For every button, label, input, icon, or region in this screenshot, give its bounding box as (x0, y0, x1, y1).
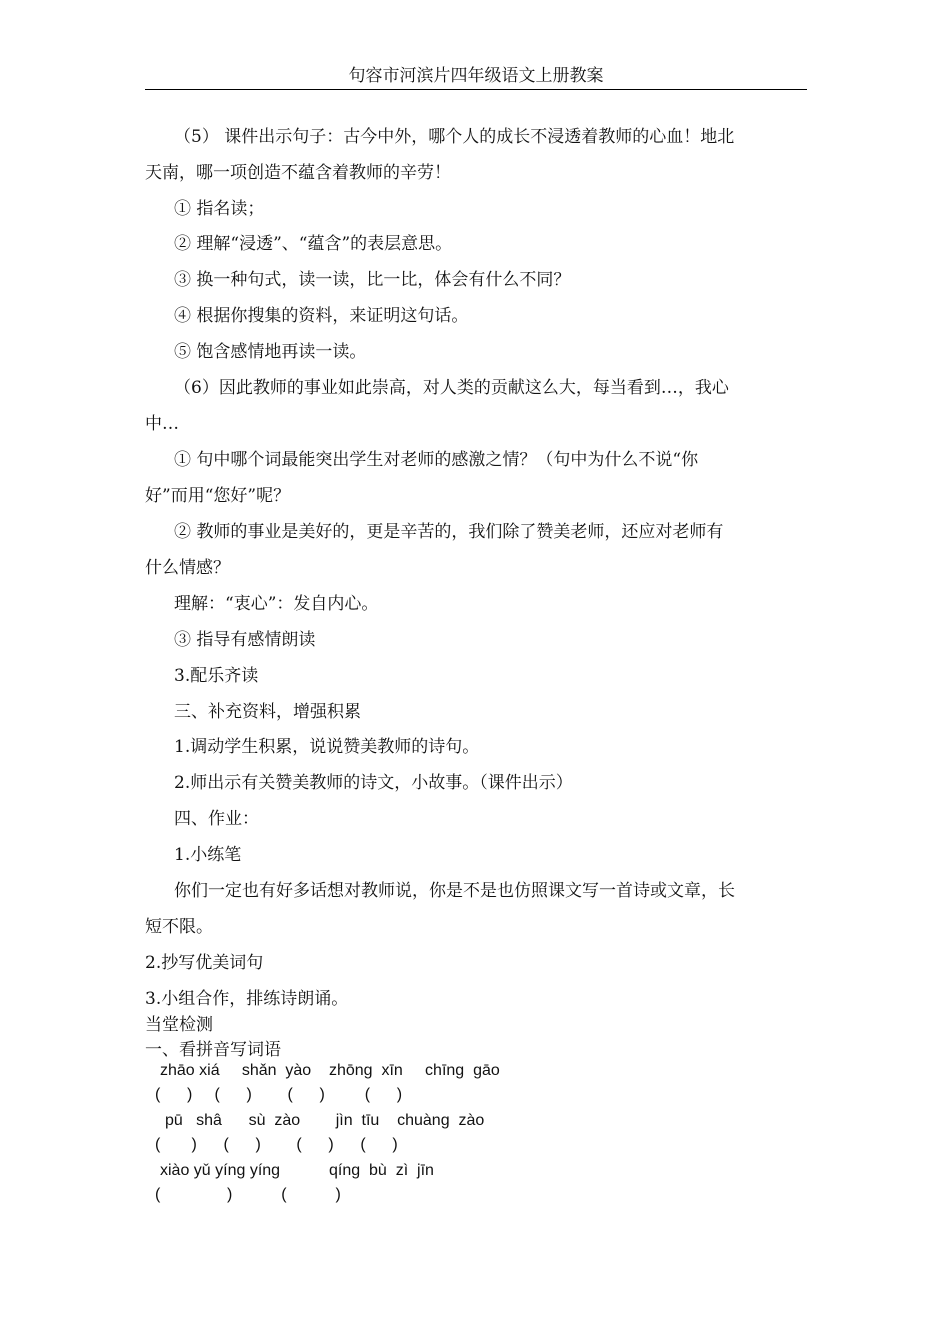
text-line: ① 句中哪个词最能突出学生对老师的感激之情？（句中为什么不说“你 (174, 450, 699, 470)
text-line: 短不限。 (145, 917, 213, 937)
text-line: （6）因此教师的事业如此崇高，对人类的贡献这么大，每当看到…，我心 (174, 378, 729, 398)
section-title: 一、看拼音写词语 (145, 1040, 281, 1060)
text-line: ④ 根据你搜集的资料，来证明这句话。 (174, 306, 469, 326)
pinyin-row: xiào yǔ yíng yíng qíng bù zì jīn (160, 1162, 434, 1179)
text-line: ① 指名读； (174, 199, 265, 219)
answer-blanks-row: ( ) ( ) ( ) ( ) (155, 1136, 398, 1153)
text-line: 理解：“衷心”：发自内心。 (174, 594, 379, 614)
page-header: 句容市河滨片四年级语文上册教案 (145, 64, 807, 90)
text-line: 你们一定也有好多话想对教师说，你是不是也仿照课文写一首诗或文章，长 (174, 881, 735, 901)
text-line: ③ 指导有感情朗读 (174, 630, 316, 650)
answer-blanks-row: ( ) ( ) ( ) ( ) (155, 1086, 403, 1103)
text-line: 3.配乐齐读 (174, 666, 259, 686)
text-line: 三、补充资料，增强积累 (174, 702, 361, 722)
text-line: ② 教师的事业是美好的，更是辛苦的，我们除了赞美老师，还应对老师有 (174, 522, 724, 542)
text-line: 天南，哪一项创造不蕴含着教师的辛劳！ (145, 163, 451, 183)
text-line: ③ 换一种句式，读一读，比一比，体会有什么不同？ (174, 270, 571, 290)
text-line: 1.调动学生积累，说说赞美教师的诗句。 (174, 737, 480, 757)
text-line: 什么情感？ (145, 558, 230, 578)
answer-blanks-row: ( ) ( ) (155, 1186, 341, 1203)
text-line: 2.抄写优美词句 (145, 953, 264, 973)
text-line: 中… (145, 414, 179, 434)
text-line: 2.师出示有关赞美教师的诗文，小故事。（课件出示） (174, 773, 573, 793)
text-line: ⑤ 饱含感情地再读一读。 (174, 342, 367, 362)
pinyin-row: zhāo xiá shǎn yào zhōng xīn chīng gāo (160, 1062, 500, 1079)
text-line: （5） 课件出示句子：古今中外，哪个人的成长不浸透着教师的心血！地北 (174, 127, 735, 147)
text-line: 3.小组合作，排练诗朗诵。 (145, 989, 349, 1009)
section-title: 当堂检测 (145, 1015, 213, 1035)
text-line: 四、作业： (174, 809, 259, 829)
text-line: 1.小练笔 (174, 845, 242, 865)
text-line: ② 理解“浸透”、“蕴含”的表层意思。 (174, 234, 453, 254)
pinyin-row: pū shâ sù zào jìn tīu chuàng zào (165, 1112, 485, 1129)
text-line: 好”而用“您好”呢？ (145, 486, 291, 506)
